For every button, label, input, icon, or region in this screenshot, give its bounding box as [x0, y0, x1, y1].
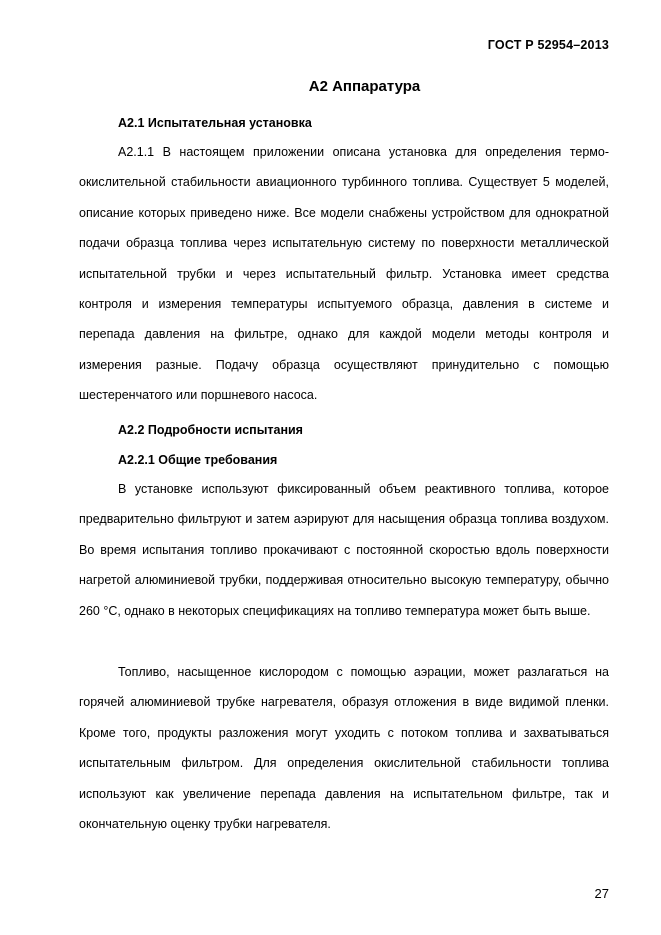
subsection-heading-a2-2: А2.2 Подробности испытания	[118, 423, 303, 437]
page-number: 27	[594, 886, 609, 901]
subsection-heading-a2-2-1: А2.2.1 Общие требования	[118, 453, 278, 467]
paragraph-general-requirements-1: В установке используют фиксированный объем реактивного топлива, которое предварительно фильтруют и затем аэрируют для насыщения образца топлива воздухом. Во время испытания топливо прокачивают с постоянной скоростью вдоль поверхности нагретой алюминиевой трубки, поддерживая относительно высокую температуру, обычно 260 °С, однако в некоторых спецификациях на топливо температура может быть выше.	[79, 482, 609, 618]
paragraph-a2-1-1: А2.1.1 В настоящем приложении описана установка для определения термоокислительной стабильности авиационного турбинного топлива. Существует 5 моделей, описание которых приведено ниже. Все модели снабжены устройством для однократной подачи образца топлива через испытательную систему по поверхности металлической испытательной трубки и через испытательный фильтр. Установка имеет средства контроля и измерения температуры испытуемого образца, давления в системе и перепада давления на фильтре, однако для каждой модели методы контроля и измерения разные. Подачу образца осуществляют принудительно с помощью шестеренчатого или поршневого насоса.	[79, 145, 609, 403]
section-title: А2 Аппаратура	[308, 78, 421, 95]
paragraph-general-requirements-2: Топливо, насыщенное кислородом с помощью аэрации, может разлагаться на горячей алюминиевой трубке нагревателя, образуя отложения в виде видимой пленки. Кроме того, продукты разложения могут уходить с потоком топлива и захватываться испытательным фильтром. Для определения окислительной стабильности топлива используют как увеличение перепада давления на испытательном фильтре, так и окончательную оценку трубки нагревателя.	[79, 665, 609, 832]
subsection-heading-a2-1: А2.1 Испытательная установка	[118, 116, 312, 130]
document-code: ГОСТ Р 52954–2013	[487, 38, 609, 52]
